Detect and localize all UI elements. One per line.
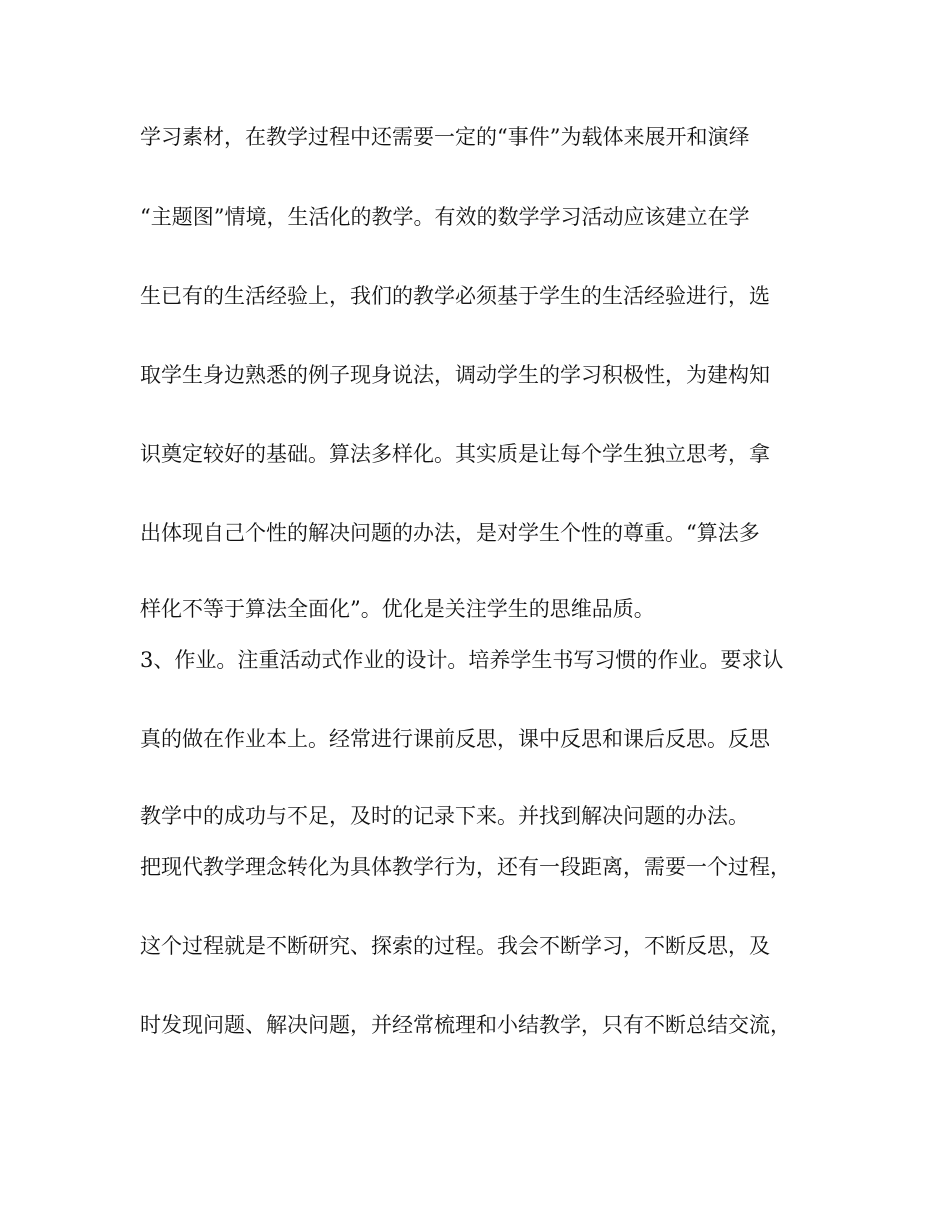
text-line: 真的做在作业本上。经常进行课前反思，课中反思和课后反思。反思: [140, 727, 770, 751]
text-line: 3、作业。注重活动式作业的设计。培养学生书写习惯的作业。要求认: [140, 648, 784, 672]
text-line: 把现代教学理念转化为具体教学行为，还有一段距离，需要一个过程，: [140, 855, 791, 879]
text-line: 时发现问题、解决问题，并经常梳理和小结教学，只有不断总结交流，: [140, 1013, 791, 1037]
text-line: 教学中的成功与不足，及时的记录下来。并找到解决问题的办法。: [140, 804, 749, 828]
text-line: 出体现自己个性的解决问题的办法，是对学生个性的尊重。“算法多: [140, 521, 760, 545]
text-line: 取学生身边熟悉的例子现身说法，调动学生的学习积极性，为建构知: [140, 363, 770, 387]
text-line: 这个过程就是不断研究、探索的过程。我会不断学习，不断反思，及: [140, 934, 770, 958]
text-line: 识奠定较好的基础。算法多样化。其实质是让每个学生独立思考，拿: [140, 442, 770, 466]
text-line: “主题图”情境，生活化的教学。有效的数学学习活动应该建立在学: [140, 205, 750, 229]
text-line: 学习素材，在教学过程中还需要一定的“事件”为载体来展开和演绎: [140, 125, 750, 149]
text-line: 生已有的生活经验上，我们的教学必须基于学生的生活经验进行，选: [140, 284, 770, 308]
text-line: 样化不等于算法全面化”。优化是关注学生的思维品质。: [140, 597, 655, 621]
